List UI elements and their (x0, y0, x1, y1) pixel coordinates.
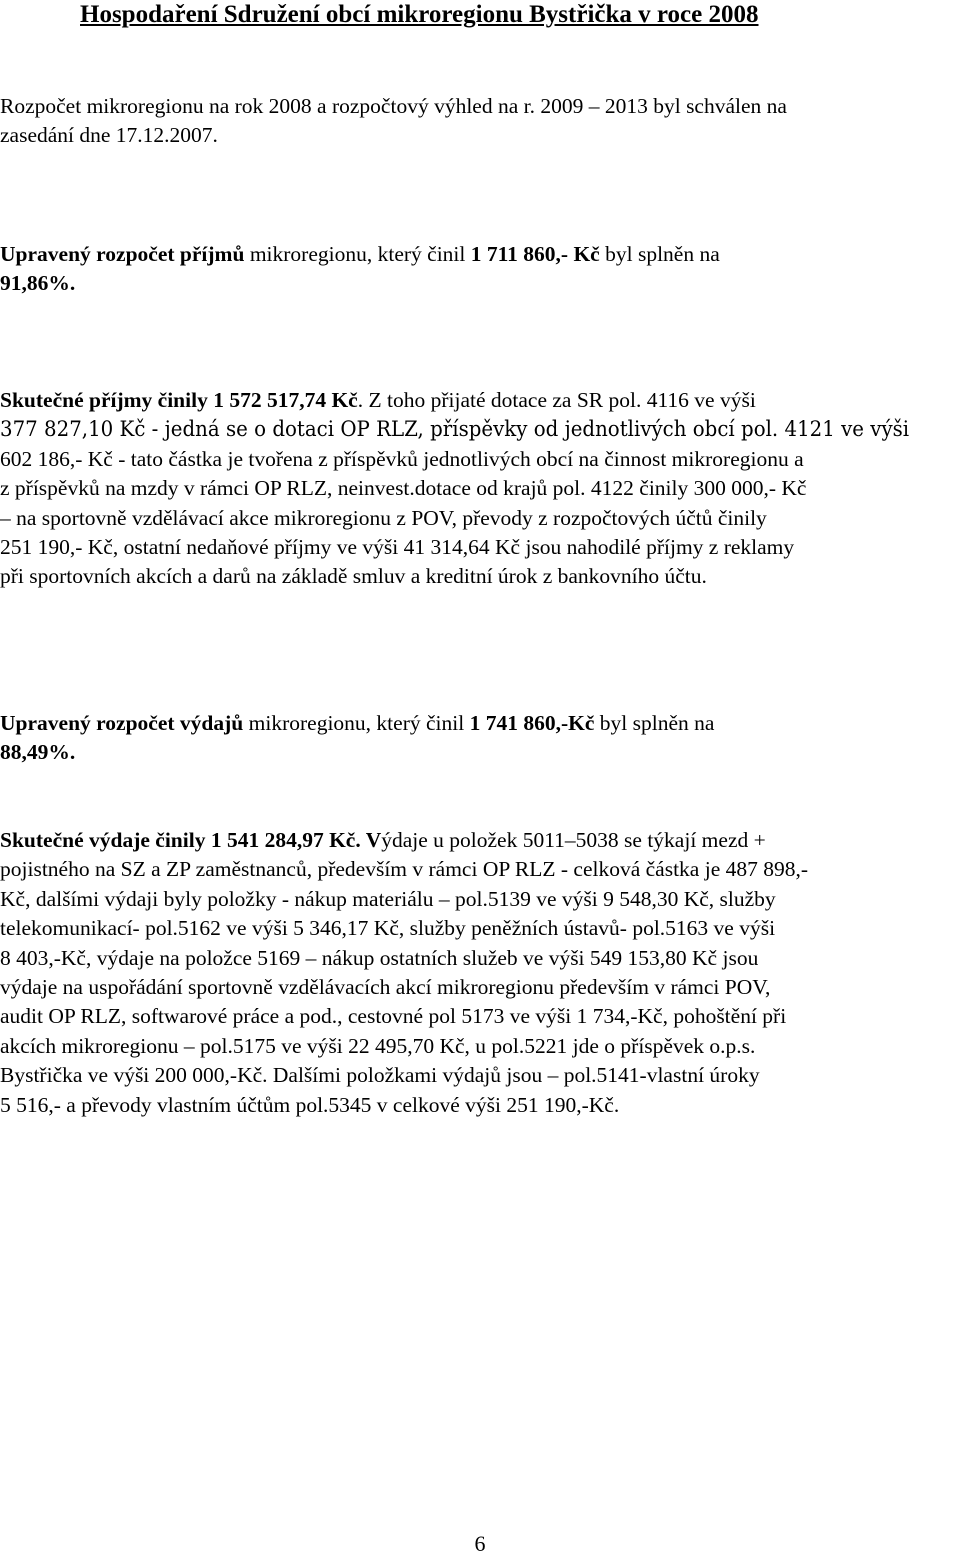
actual-expenditure-heading: Skutečné výdaje činily 1 541 284,97 Kč. V (0, 828, 382, 852)
text-line (0, 826, 960, 855)
text-line: 5 516,- a převody vlastním účtům pol.5345 v celkové výši 251 190,-Kč. (0, 1092, 620, 1117)
expenditure-budget-amount: 1 741 860,-Kč (469, 711, 595, 735)
text-line: audit OP RLZ, softwarové práce a pod., cestovné pol 5173 ve výši 1 734,-Kč, pohoštění při (0, 1004, 787, 1029)
text-line: 251 190,- Kč, ostatní nedaňové příjmy ve výši 41 314,64 Kč jsou nahodilé příjmy z reklamy (0, 535, 795, 560)
text-line: Bystřička ve výši 200 000,-Kč. Dalšími položkami výdajů jsou – pol.5141-vlastní úroky (0, 1063, 760, 1088)
text-fragment: ýdaje u položek 5011–5038 se týkají mezd + (381, 828, 766, 852)
text-line (0, 386, 960, 415)
text-line (0, 709, 960, 738)
text-line: pojistného na SZ a ZP zaměstnanců, především v rámci OP RLZ - celková částka je 487 898,- (0, 857, 809, 882)
revenue-budget-amount: 1 711 860,- Kč (470, 242, 600, 266)
text-line: zasedání dne 17.12.2007. (0, 123, 218, 148)
expenditure-budget-paragraph (0, 709, 960, 768)
text-fragment: mikroregionu, který činil (244, 242, 471, 266)
text-fragment: . Z toho přijaté dotace za SR pol. 4116 ve výši (357, 388, 756, 412)
actual-expenditure-paragraph (0, 826, 960, 1120)
revenue-budget-heading: Upravený rozpočet příjmů (0, 242, 245, 266)
text-line: 602 186,- Kč - tato částka je tvořena z příspěvků jednotlivých obcí na činnost mikroregionu a (0, 446, 804, 471)
text-fragment: mikroregionu, který činil (243, 711, 470, 735)
text-line: telekomunikací- pol.5162 ve výši 5 346,17 Kč, služby peněžních ústavů- pol.5163 ve výši (0, 916, 776, 941)
text-fragment: byl splněn na (599, 242, 720, 266)
text-fragment: byl splněn na (594, 711, 715, 735)
text-line: – na sportovně vzdělávací akce mikroregionu z POV, převody z rozpočtových účtů činily (0, 505, 767, 530)
text-line: 377 827,10 Kč - jedná se o dotaci OP RLZ, příspěvky od jednotlivých obcí pol. 4121 ve výši (0, 417, 910, 443)
text-line: výdaje na uspořádání sportovně vzdělávacích akcí mikroregionu především v rámci POV, (0, 975, 771, 1000)
expenditure-budget-heading: Upravený rozpočet výdajů (0, 711, 244, 735)
text-line: při sportovních akcích a darů na základě smluv a kreditní úrok z bankovního účtu. (0, 564, 707, 589)
text-line (0, 240, 960, 269)
page-number: 6 (474, 1531, 486, 1556)
actual-revenue-paragraph (0, 386, 960, 592)
revenue-fulfilment-percent: 91,86%. (0, 271, 76, 296)
revenue-budget-paragraph (0, 240, 960, 299)
text-line: 8 403,-Kč, výdaje na položce 5169 – nákup ostatních služeb ve výši 549 153,80 Kč jsou (0, 945, 759, 970)
page-title: Hospodaření Sdružení obcí mikroregionu Bystřička v roce 2008 (80, 1, 759, 28)
expenditure-fulfilment-percent: 88,49%. (0, 740, 76, 765)
text-line: z příspěvků na mzdy v rámci OP RLZ, neinvest.dotace od krajů pol. 4122 činily 300 000,- Kč (0, 476, 807, 501)
text-line: akcích mikroregionu – pol.5175 ve výši 22 495,70 Kč, u pol.5221 jde o příspěvek o.p.s. (0, 1033, 756, 1058)
text-line: Rozpočet mikroregionu na rok 2008 a rozpočtový výhled na r. 2009 – 2013 byl schválen na (0, 94, 787, 118)
budget-approval-paragraph (0, 92, 960, 151)
text-line: Kč, dalšími výdaji byly položky - nákup materiálu – pol.5139 ve výši 9 548,30 Kč, služby (0, 886, 776, 911)
actual-revenue-heading: Skutečné příjmy činily 1 572 517,74 Kč (0, 388, 358, 412)
